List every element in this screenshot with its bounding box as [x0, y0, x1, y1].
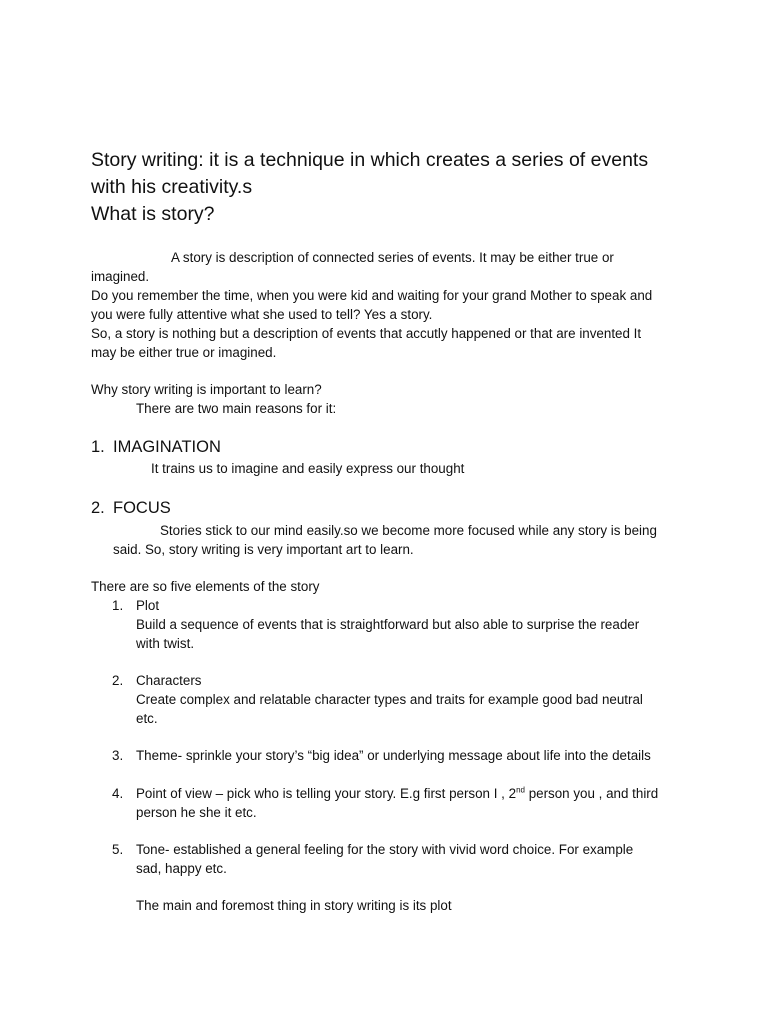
reason-heading-focus: [91, 497, 171, 519]
intro-line-3: Do you remember the time, when you were kid and waiting for your grand Mother to speak and: [91, 288, 653, 303]
element-desc-line-1: Build a sequence of events that is straightforward but also able to surprise the reader: [136, 617, 640, 632]
list-item: [112, 596, 682, 653]
pov-superscript: nd: [516, 785, 525, 795]
list-number: 2.: [112, 673, 124, 688]
pov-text-a: Point of view – pick who is telling your story. E.g first person I , 2: [136, 786, 517, 801]
reason-text-focus: [113, 521, 683, 559]
intro-line-2: imagined.: [91, 269, 150, 284]
reason-title: FOCUS: [113, 499, 171, 517]
element-desc-line-2: sad, happy etc.: [136, 861, 227, 876]
intro-line-6: may be either true or imagined.: [91, 345, 277, 360]
element-desc-line-1: Theme- sprinkle your story’s “big idea” or underlying message about life into the details: [136, 748, 651, 763]
list-number: 4.: [112, 786, 124, 801]
list-number: 5.: [112, 842, 124, 857]
why-section: [91, 380, 691, 418]
list-item: [112, 784, 682, 822]
why-question: Why story writing is important to learn?: [91, 382, 322, 397]
pov-text-b: person you , and third: [524, 786, 659, 801]
list-item: [112, 840, 682, 878]
reason-number: 1.: [91, 438, 105, 456]
why-answer: There are two main reasons for it:: [136, 401, 337, 416]
intro-line-1: A story is description of connected series of events. It may be either true or: [171, 250, 614, 265]
list-item: [112, 671, 682, 728]
list-number: 3.: [112, 748, 124, 763]
title-line-3: What is story?: [91, 203, 215, 225]
element-desc-line-2: person he she it etc.: [136, 805, 257, 820]
intro-paragraph: [91, 248, 691, 362]
focus-line-1: Stories stick to our mind easily.so we become more focused while any story is being: [160, 523, 657, 538]
list-number: 1.: [112, 598, 124, 613]
element-name: Characters: [136, 673, 202, 688]
focus-line-2: said. So, story writing is very important art to learn.: [113, 542, 414, 557]
title-line-1: Story writing: it is a technique in which creates a series of events: [91, 149, 649, 171]
document-title: [91, 147, 711, 228]
reason-heading-imagination: [91, 436, 221, 458]
intro-line-4: you were fully attentive what she used to tell? Yes a story.: [91, 307, 433, 322]
element-desc-line-2: etc.: [136, 711, 158, 726]
title-line-2: with his creativity.s: [91, 176, 253, 198]
list-item: [112, 746, 682, 765]
reason-title: IMAGINATION: [113, 438, 221, 456]
element-name: Plot: [136, 598, 160, 613]
element-desc-line-1: [136, 784, 682, 803]
reason-number: 2.: [91, 499, 105, 517]
intro-line-5: So, a story is nothing but a description of events that accutly happened or that are invented It: [91, 326, 642, 341]
element-desc-line-2: with twist.: [136, 636, 195, 651]
element-desc-line-1: Create complex and relatable character types and traits for example good bad neutral: [136, 692, 643, 707]
elements-intro: There are so five elements of the story: [91, 579, 320, 594]
reason-text-imagination: It trains us to imagine and easily express our thought: [151, 461, 465, 476]
element-desc-line-1: Tone- established a general feeling for the story with vivid word choice. For example: [136, 842, 634, 857]
closing-sentence: The main and foremost thing in story writing is its plot: [136, 898, 452, 913]
